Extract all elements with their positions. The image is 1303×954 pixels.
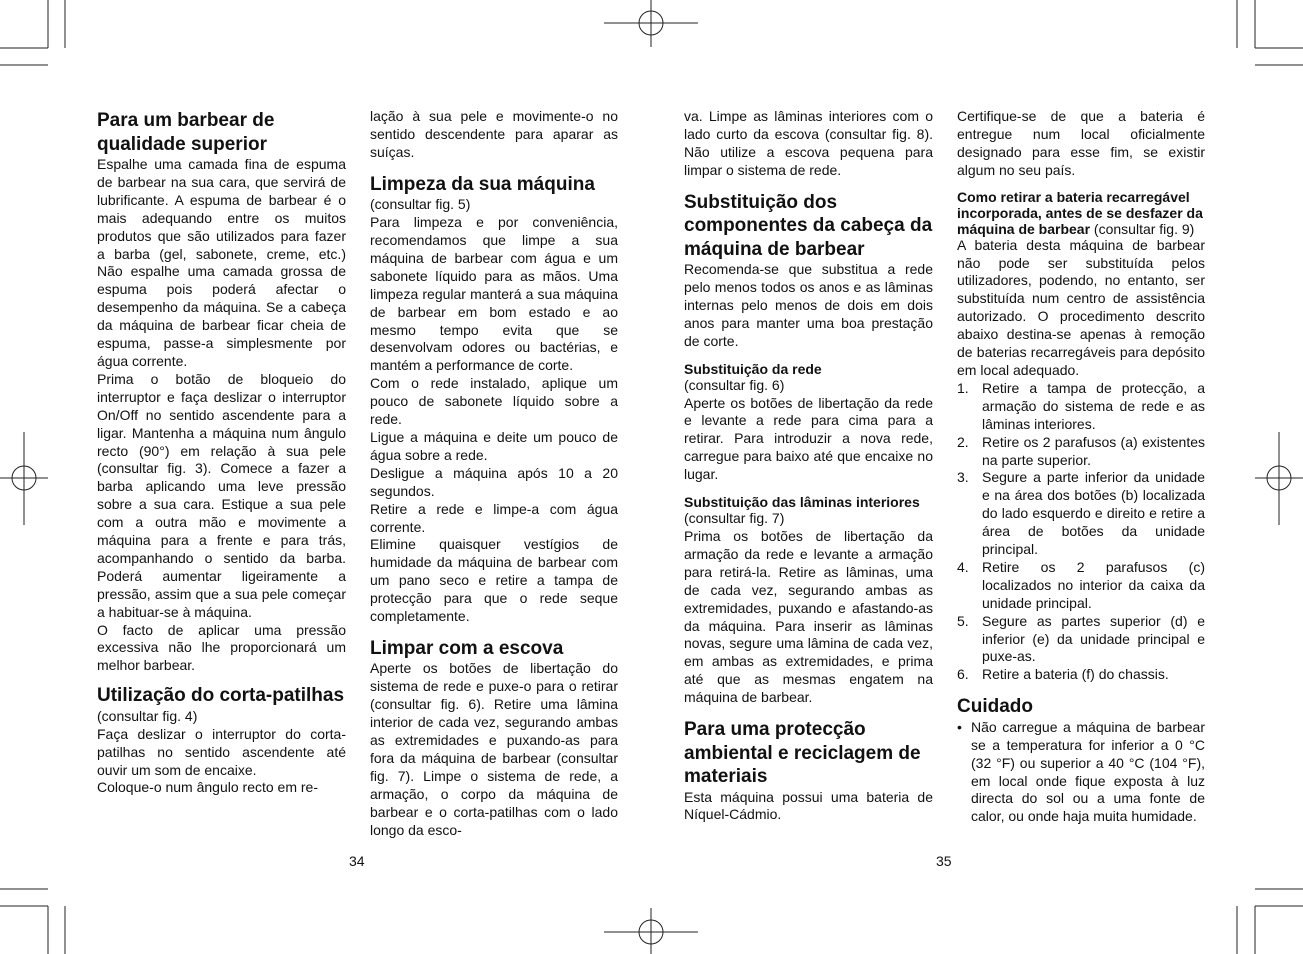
paragraph: va. Limpe as lâminas interiores com o lado curto da escova (consultar fig. 8). Não utilize a escova pequena para limpar o sistema de rede.: [684, 108, 933, 178]
paragraph: Desligue a máquina após 10 a 20 segundos.: [370, 464, 618, 499]
column-3: [684, 108, 933, 824]
paragraph: (consultar fig. 6): [684, 376, 785, 393]
registration-target-bottom: [604, 908, 698, 954]
paragraph: O facto de aplicar uma pressão excessiva não lhe proporcionará um melhor barbear.: [97, 621, 346, 674]
paragraph: (consultar fig. 5): [370, 196, 471, 213]
paragraph: Certifique-se de que a bateria é entregue num local oficialmente designado para esse fim, se existir algum no seu país.: [957, 108, 1205, 178]
step-text: Segure as partes superior (d) e inferior (e) da unidade principal e puxe-as.: [982, 612, 1205, 665]
heading-clean: Limpeza da sua máquina: [370, 173, 595, 195]
list-item: [957, 613, 1205, 667]
column-1: [97, 108, 346, 797]
heading-battery: Como retirar a bateria recarregável incorporada, antes de se desfazer da máquina de barbear: [957, 188, 1203, 237]
heading-replace: Substituição dos componentes da cabeça da máquina de barbear: [684, 191, 933, 260]
paragraph: (consultar fig. 7): [684, 510, 785, 527]
paragraph: Ligue a máquina e deite um pouco de água sobre a rede.: [370, 429, 618, 463]
step-text: Retire os 2 parafusos (a) existentes na parte superior.: [982, 433, 1205, 468]
paragraph: Aperte os botões de libertação do sistema de rede e puxe-o para o retirar (consultar fig. 6). Retire uma lâmina interior de cada vez, segurando ambas as extremidades e puxando-as para fora da máquina de barbear (consultar fig. 7). Limpe o sistema de rede, a armação, o corpo da máquina de barbear e o corta-patilhas com o lado longo da esco-: [370, 660, 618, 838]
bullet: •: [957, 718, 962, 735]
registration-target-top: [604, 0, 698, 47]
list-item: [957, 666, 1205, 684]
heading-caution: Cuidado: [957, 696, 1033, 718]
steps-list: [957, 380, 1205, 684]
paragraph: A bateria desta máquina de barbear não pode ser substituída pelos utilizadores, podendo, no entanto, ser substituída num centro de assistência autorizado. O procedimento descrito abaixo destina-se apenas à remoção de baterias recarregáveis para depósito em local adequado.: [957, 236, 1205, 378]
step-text: Segure a parte inferior da unidade e na área dos botões (b) localizada do lado esquerdo e direito e retire a área de botões da unidade principal.: [982, 469, 1205, 558]
step-number: 3.: [957, 469, 969, 486]
caution-list: [957, 719, 1205, 826]
heading-blades: Substituição das lâminas interiores: [684, 494, 920, 511]
list-item: [957, 559, 1205, 613]
step-text: Retire os 2 parafusos (c) localizados no interior da caixa da unidade principal.: [982, 558, 1205, 611]
list-item: [957, 380, 1205, 434]
step-number: 4.: [957, 558, 969, 575]
paragraph: Recomenda-se que substitua a rede pelo menos todos os anos e as lâminas internas pelo menos de dois em dois anos para manter uma boa prestação de corte.: [684, 261, 933, 349]
column-4: [957, 108, 1205, 826]
heading-trimmer: Utilização do corta-patilhas: [97, 685, 345, 707]
registration-target-left: [0, 432, 48, 525]
page-number-left: 34: [349, 853, 365, 869]
battery-ref: (consultar fig. 9): [1090, 220, 1195, 237]
paragraph: Aperte os botões de libertação da rede e levante a rede para cima para a retirar. Para introduzir a nova rede, carregue para baixo até que encaixe no lugar.: [684, 394, 933, 483]
step-text: Retire a bateria (f) do chassis.: [982, 666, 1169, 683]
step-number: 1.: [957, 379, 969, 396]
paragraph: lação à sua pele e movimente-o no sentido descendente para aparar as suíças.: [370, 108, 618, 160]
paragraph: (consultar fig. 4): [97, 707, 198, 724]
list-item: [957, 719, 1205, 826]
list-item: [957, 469, 1205, 559]
step-number: 6.: [957, 666, 969, 683]
heading-foil: Substituição da rede: [684, 360, 822, 377]
paragraph: Coloque-o num ângulo recto em re-: [97, 779, 319, 796]
heading-shave: Para um barbear de qualidade superior: [97, 110, 275, 155]
paragraph: Para limpeza e por conveniência, recomendamos que limpe a sua máquina de barbear com água e um sabonete líquido para as mãos. Uma limpeza regular manterá a sua máquina de barbear em bom estado e ao mesmo tempo evita que se desenvolvam odores ou bactérias, e mantém a performance de corte.: [370, 214, 618, 374]
paragraph: Faça deslizar o interruptor do corta-patilhas no sentido ascendente até ouvir um som de encaixe.: [97, 725, 346, 778]
paragraph: Espalhe uma camada fina de espuma de barbear na sua cara, que servirá de lubrificante. A espuma de barbear é o mais adequando entre os muitos produtos que são utilizados para fazer a barba (gel, sabonete, creme, etc.) Não espalhe uma camada grossa de espuma pois poderá afectar o desempenho da máquina. Se a cabeça da máquina de barbear ficar cheia de espuma, passe-a simplesmente por água corrente.: [97, 156, 346, 369]
paragraph: Elimine quaisquer vestígios de humidade da máquina de barbear com um pano seco e retire a tampa de protecção para que o rede seque completamente.: [370, 536, 618, 625]
paragraph: Esta máquina possui uma bateria de Níquel-Cádmio.: [684, 788, 933, 823]
paragraph: Prima o botão de bloqueio do interruptor e faça deslizar o interruptor On/Off no sentido ascendente para a ligar. Mantenha a máquina num ângulo recto (90°) em relação à sua pele (consultar fig. 3). Comece a fazer a barba aplicando uma leve pressão sobre a sua cara. Estique a sua pele com a outra mão e movimente a máquina para a frente e para trás, acompanhando o sentido da barba. Poderá aumentar ligeiramente a pressão, assim que a sua pele começar a habituar-se à máquina.: [97, 370, 346, 620]
registration-target-right: [1255, 432, 1303, 525]
list-item: [957, 434, 1205, 470]
battery-heading: [957, 189, 1205, 237]
heading-brush: Limpar com a escova: [370, 637, 564, 659]
paragraph: Retire a rede e limpe-a com água corrente.: [370, 500, 618, 535]
heading-environment: Para uma protecção ambiental e reciclagem de materiais: [684, 719, 921, 788]
paragraph: Com o rede instalado, aplique um pouco de sabonete líquido sobre a rede.: [370, 375, 618, 428]
paragraph: Prima os botões de libertação da armação da rede e levante a armação para retirá-la. Retire as lâminas, uma de cada vez, segurando ambas as extremidades, puxando e afastando-as da máquina. Para inserir as lâminas novas, segure uma lâmina de cada vez, em ambas as extremidades, e prima até que as mesmas engatem na máquina de barbear.: [684, 528, 933, 706]
page-number-right: 35: [936, 853, 952, 869]
column-2: [370, 108, 618, 840]
step-number: 5.: [957, 612, 969, 629]
caution-text: Não carregue a máquina de barbear se a temperatura for inferior a 0 °C (32 °F) ou superior a 40 °C (104 °F), em local onde fique exposta à luz directa do sol ou a uma fonte de calor, ou onde haja muita humidade.: [971, 718, 1205, 825]
step-text: Retire a tampa de protecção, a armação do sistema de rede e as lâminas interiores.: [982, 379, 1205, 432]
step-number: 2.: [957, 433, 969, 450]
